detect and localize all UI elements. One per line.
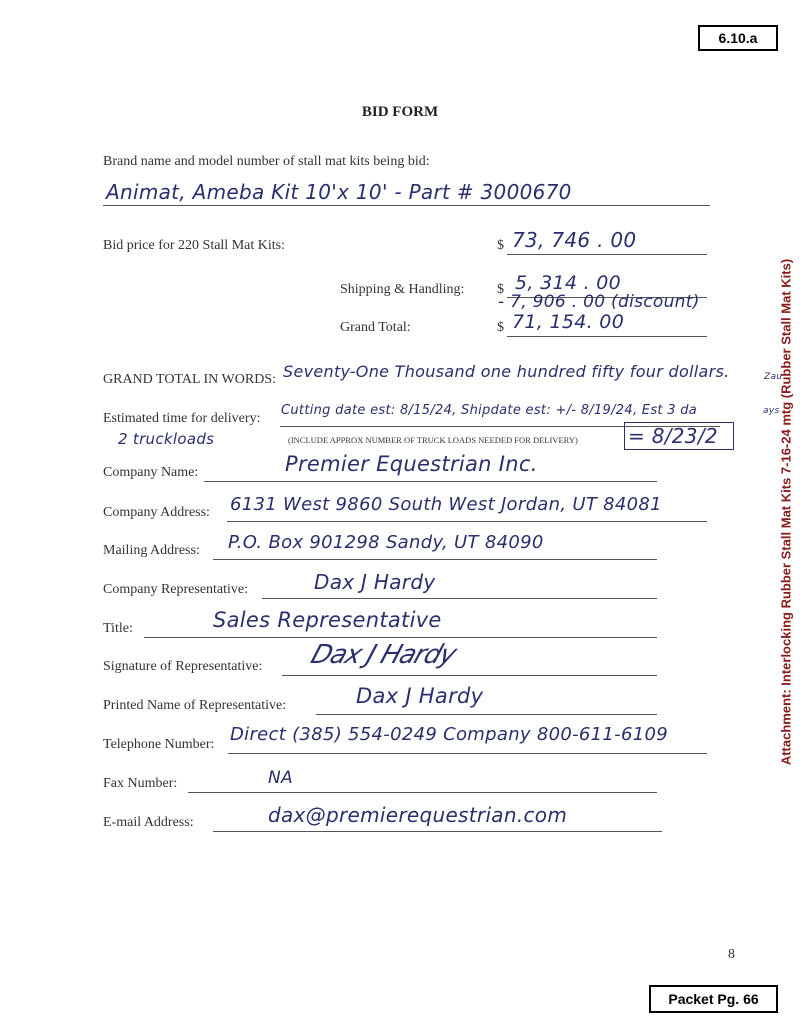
brand-label: Brand name and model number of stall mat kits being bid:: [103, 154, 430, 169]
company-name-value: Premier Equestrian Inc.: [285, 452, 538, 476]
signature-line: [282, 675, 657, 676]
grand-total-currency: $: [497, 320, 504, 335]
telephone-label: Telephone Number:: [103, 737, 215, 752]
fax-value: NA: [268, 768, 293, 788]
title-line: [144, 637, 657, 638]
delivery-margin: ays: [763, 406, 780, 416]
grand-total-value: 71, 154. 00: [512, 311, 625, 333]
title-value: Sales Representative: [213, 608, 442, 632]
item-number: 6.10.a: [718, 30, 758, 46]
delivery-label: Estimated time for delivery:: [103, 411, 261, 426]
company-address-line: [227, 521, 707, 522]
shipping-currency: $: [497, 282, 504, 297]
bid-price-label: Bid price for 220 Stall Mat Kits:: [103, 238, 285, 253]
packet-page-tag: [649, 985, 778, 1013]
mailing-address-value: P.O. Box 901298 Sandy, UT 84090: [228, 532, 544, 553]
mailing-address-label: Mailing Address:: [103, 543, 200, 558]
shipping-value: 5, 314 . 00: [515, 272, 622, 294]
signature-scrawl: Dax J Hardy: [307, 640, 460, 670]
representative-label: Company Representative:: [103, 582, 249, 597]
representative-line: [262, 598, 657, 599]
item-number-tag: [698, 25, 778, 51]
telephone-value: Direct (385) 554-0249 Company 800-611-6109: [230, 724, 668, 745]
shipping-label: Shipping & Handling:: [340, 282, 465, 297]
fax-label: Fax Number:: [103, 776, 178, 791]
attachment-note: Attachment: Interlocking Rubber Stall Mat Kits 7-16-24 mtg (Rubber Stall Mat Kits): [778, 258, 794, 766]
printed-name-line: [316, 714, 657, 715]
grand-total-line: [507, 336, 707, 337]
truckloads-note: (INCLUDE APPROX NUMBER OF TRUCK LOADS NEEDED FOR DELIVERY): [288, 435, 578, 445]
signature-value: [307, 640, 459, 670]
signature-label: Signature of Representative:: [103, 659, 263, 674]
company-address-label: Company Address:: [103, 505, 210, 520]
words-value: Seventy-One Thousand one hundred fifty four dollars.: [283, 362, 730, 381]
title-label: Title:: [103, 621, 133, 636]
grand-total-label: Grand Total:: [340, 320, 411, 335]
page-number: 8: [728, 947, 735, 962]
company-name-line: [204, 481, 657, 482]
telephone-line: [228, 753, 707, 754]
form-title: BID FORM: [361, 104, 439, 120]
words-label: GRAND TOTAL IN WORDS:: [103, 372, 276, 387]
shipping-discount: - 7, 906 . 00 (discount): [498, 292, 700, 312]
company-name-label: Company Name:: [103, 465, 199, 480]
company-address-value: 6131 West 9860 South West Jordan, UT 84081: [230, 494, 662, 515]
bid-price-value: 73, 746 . 00: [512, 228, 637, 252]
printed-name-value: Dax J Hardy: [356, 684, 484, 708]
truckloads-value: 2 truckloads: [118, 430, 215, 448]
printed-name-label: Printed Name of Representative:: [103, 698, 287, 713]
words-margin: Zau: [764, 372, 783, 382]
email-value: dax@premierequestrian.com: [268, 803, 568, 827]
email-label: E-mail Address:: [103, 815, 194, 830]
packet-page: Packet Pg. 66: [668, 991, 759, 1007]
representative-value: Dax J Hardy: [314, 570, 436, 594]
delivery-boxed-date: = 8/23/2: [624, 422, 734, 450]
bid-price-currency: $: [497, 238, 504, 253]
mailing-address-line: [213, 559, 657, 560]
brand-value: Animat, Ameba Kit 10'x 10' - Part # 3000670: [106, 180, 572, 204]
fax-line: [188, 792, 657, 793]
brand-line: [103, 205, 710, 206]
email-line: [213, 831, 662, 832]
delivery-value: Cutting date est: 8/15/24, Shipdate est: +/- 8/19/24, Est 3 da: [281, 403, 698, 418]
bid-price-line: [507, 254, 707, 255]
